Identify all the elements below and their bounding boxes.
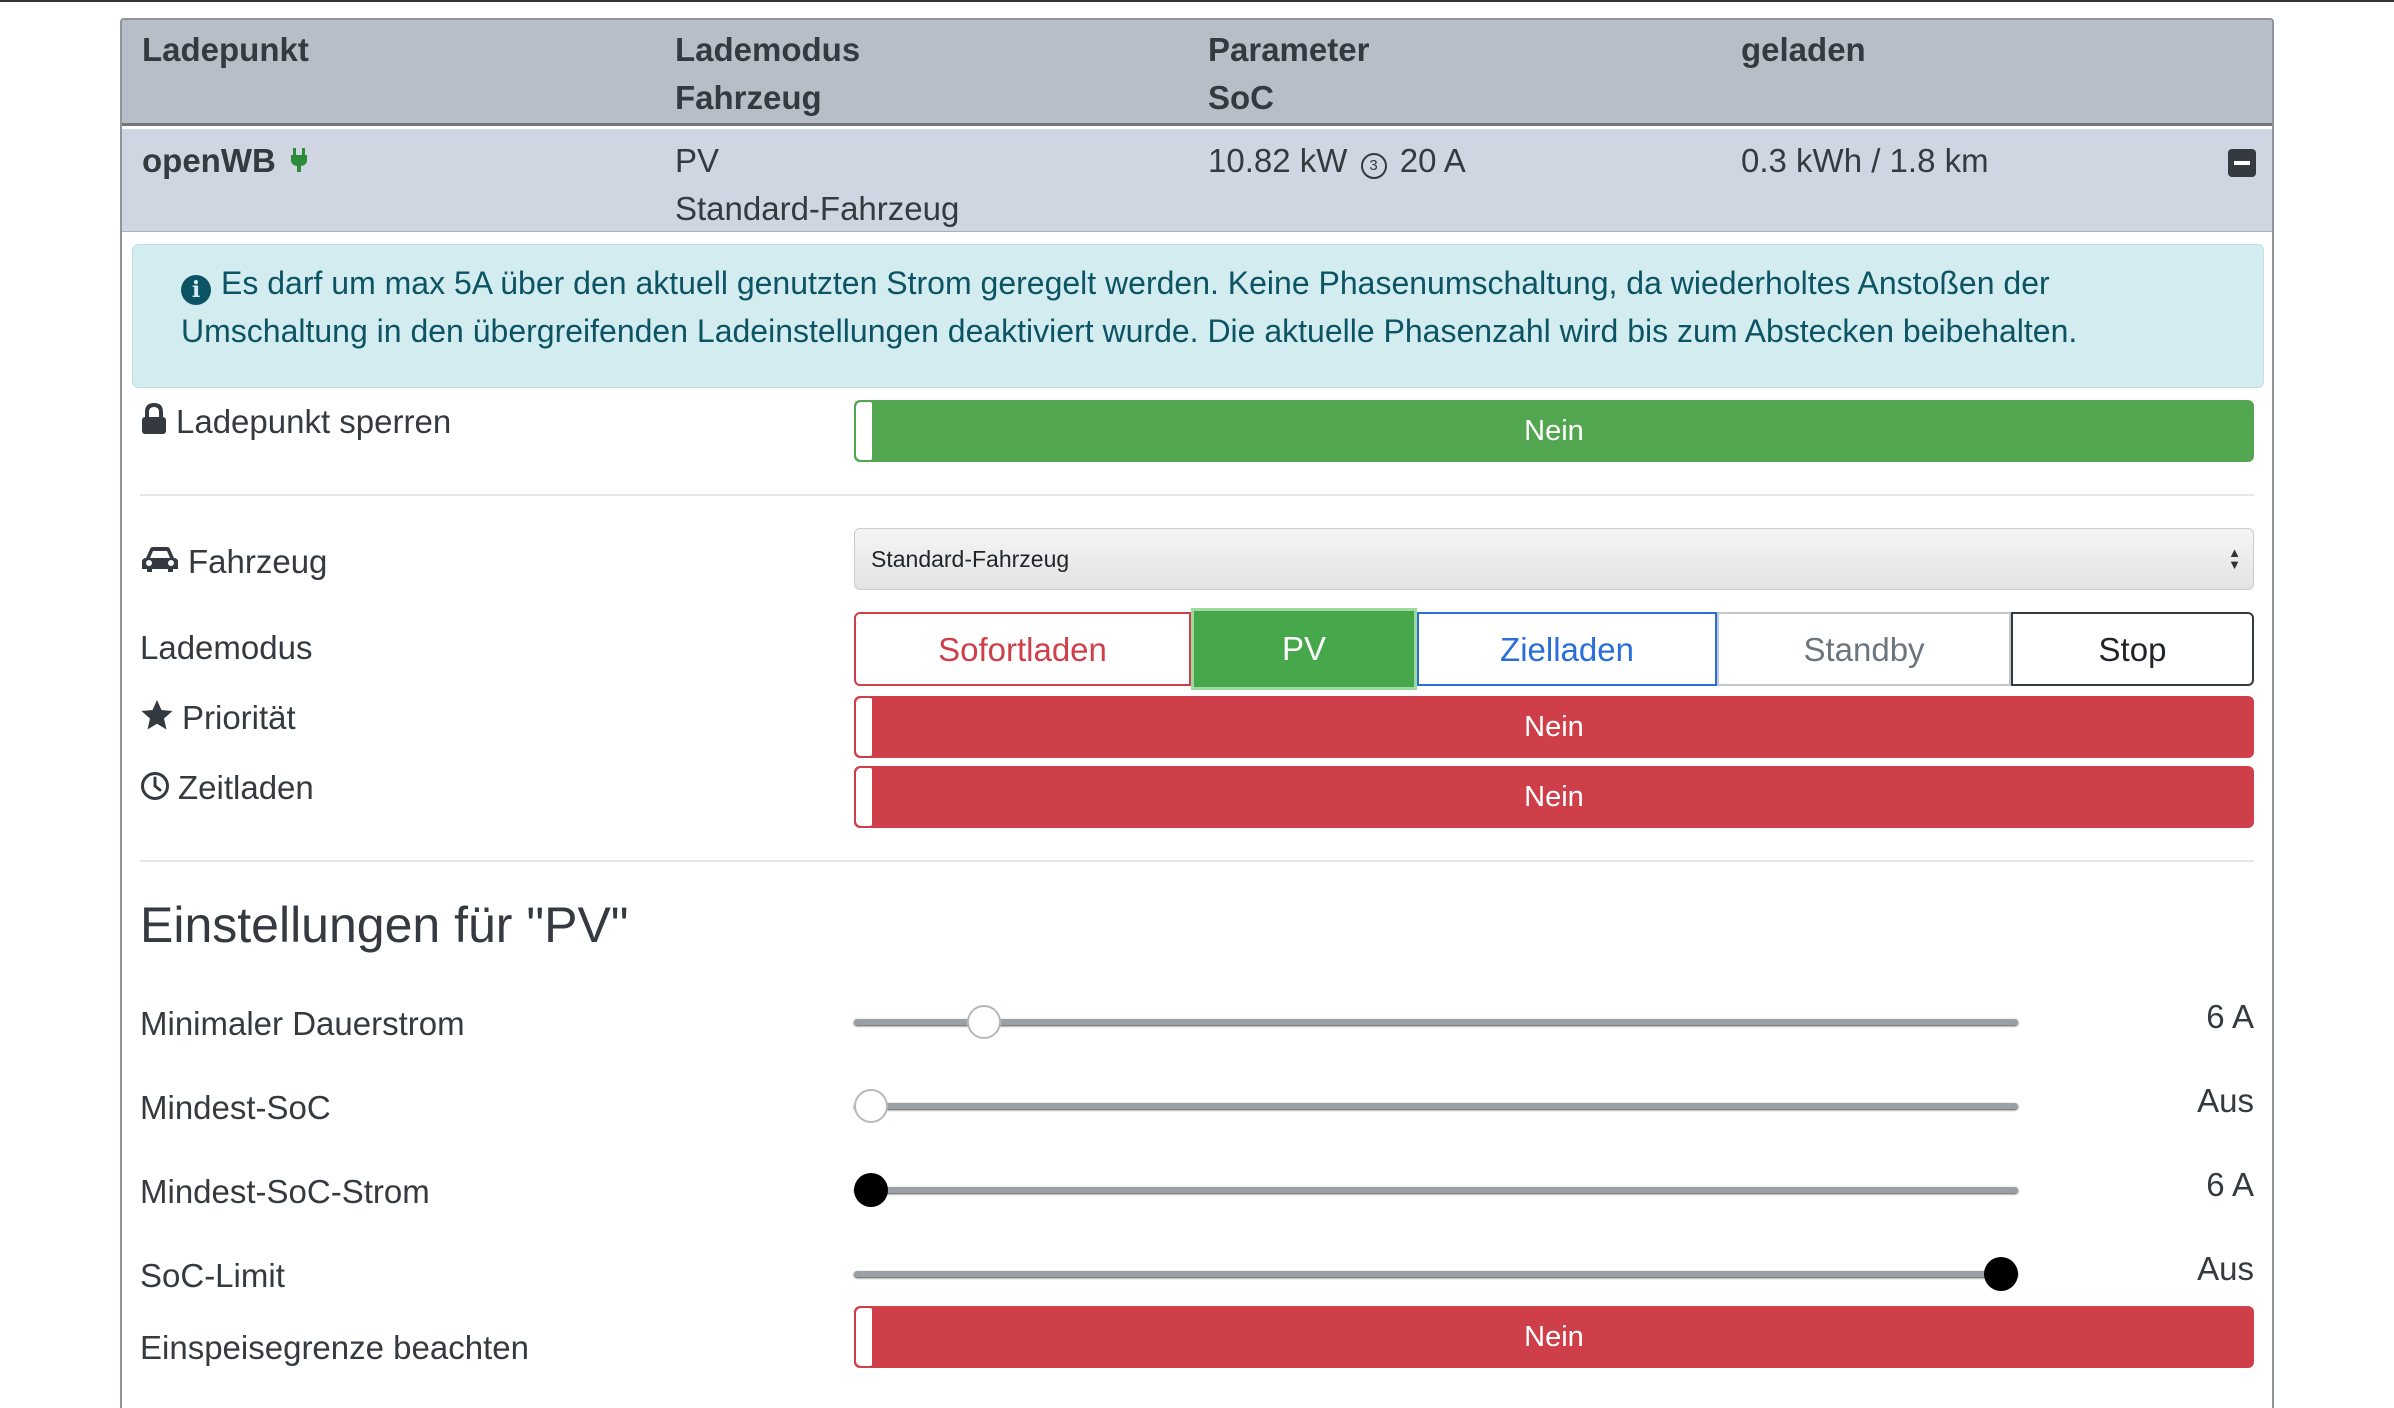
lock-toggle-value: Nein	[1524, 415, 1584, 447]
info-alert-text: Es darf um max 5A über den aktuell genutzten Strom geregelt werden. Keine Phasenumschaltung, da wiederholtes Anstoßen der Umschaltung in den übergreifenden Ladeinstellungen deaktiviert wurde. Die aktuelle Phasenzahl wird bis zum Abstecken beibehalten.	[181, 265, 2078, 349]
clock-icon	[140, 766, 170, 814]
slider-thumb[interactable]	[854, 1089, 888, 1123]
priority-row-label	[140, 694, 296, 744]
slider-label: Minimaler Dauerstrom	[140, 1005, 465, 1042]
header-parameter-label: Parameter	[1208, 31, 1370, 68]
vehicle-label: Fahrzeug	[188, 543, 328, 580]
slider-value: Aus	[2197, 1250, 2254, 1287]
slider-thumb[interactable]	[967, 1005, 1001, 1039]
mode-sofortladen-button[interactable]: Sofortladen	[854, 612, 1191, 686]
window-top-border	[0, 0, 2394, 2]
header-lademodus	[675, 26, 860, 122]
pv-settings-title: Einstellungen für "PV"	[140, 897, 629, 953]
toggle-knob	[856, 768, 872, 826]
slider-thumb[interactable]	[1984, 1257, 2018, 1291]
chargemode-label: Lademodus	[140, 629, 313, 666]
slider-value: 6 A	[2206, 998, 2254, 1035]
plug-icon	[289, 139, 309, 187]
toggle-knob	[856, 402, 872, 460]
mode-stop-button[interactable]: Stop	[2011, 612, 2254, 686]
header-geladen: geladen	[1741, 31, 1866, 68]
chargemode-button-group	[854, 612, 2254, 686]
star-icon	[140, 696, 174, 744]
slider-track[interactable]	[854, 1103, 2018, 1109]
slider-thumb[interactable]	[854, 1173, 888, 1207]
priority-toggle-value: Nein	[1524, 711, 1584, 743]
phases-icon: 3	[1361, 153, 1387, 179]
timecharge-row-label	[140, 764, 314, 814]
row-charged: 0.3 kWh / 1.8 km	[1741, 142, 1989, 179]
table-row[interactable]	[122, 129, 2272, 232]
slider-row-min-current	[122, 994, 2272, 1054]
slider-label: Mindest-SoC-Strom	[140, 1173, 430, 1210]
mode-pv-button[interactable]: PV	[1191, 608, 1417, 690]
slider-track[interactable]	[854, 1271, 2018, 1277]
select-arrows-icon: ▲ ▼	[2228, 545, 2241, 572]
feedin-toggle-value: Nein	[1524, 1321, 1584, 1353]
header-lademodus-label: Lademodus	[675, 31, 861, 68]
priority-toggle[interactable]	[854, 696, 2254, 758]
feedin-toggle[interactable]	[854, 1306, 2254, 1368]
feedin-label: Einspeisegrenze beachten	[140, 1329, 529, 1366]
chargepoint-name: openWB	[142, 142, 276, 179]
vehicle-row-label	[140, 538, 327, 588]
collapse-icon[interactable]	[2228, 149, 2256, 177]
chargepoint-card	[120, 18, 2274, 1408]
priority-label: Priorität	[182, 699, 296, 736]
mode-vehicle-cell	[675, 137, 959, 233]
slider-row-soc-limit	[122, 1246, 2272, 1306]
mode-standby-button[interactable]: Standby	[1717, 612, 2011, 686]
row-vehicle: Standard-Fahrzeug	[675, 190, 960, 227]
row-current: 20 A	[1399, 142, 1466, 179]
lock-icon	[140, 400, 168, 448]
slider-label: SoC-Limit	[140, 1257, 285, 1294]
header-soc-label: SoC	[1208, 79, 1274, 116]
slider-value: 6 A	[2206, 1166, 2254, 1203]
info-icon: i	[181, 275, 211, 305]
lock-label: Ladepunkt sperren	[176, 403, 452, 440]
parameter-cell	[1208, 137, 1466, 185]
slider-track[interactable]	[854, 1187, 2018, 1193]
slider-row-min-soc-current	[122, 1162, 2272, 1222]
table-header	[122, 20, 2272, 126]
vehicle-select[interactable]	[854, 528, 2254, 590]
slider-row-min-soc	[122, 1078, 2272, 1138]
timecharge-label: Zeitladen	[178, 769, 314, 806]
lock-toggle[interactable]	[854, 400, 2254, 462]
car-icon	[140, 540, 180, 588]
row-power: 10.82 kW	[1208, 142, 1348, 179]
header-fahrzeug-label: Fahrzeug	[675, 79, 822, 116]
header-parameter	[1208, 26, 1369, 122]
divider	[140, 860, 2254, 862]
slider-label: Mindest-SoC	[140, 1089, 331, 1126]
toggle-knob	[856, 1308, 872, 1366]
header-ladepunkt: Ladepunkt	[142, 31, 309, 68]
vehicle-select-value: Standard-Fahrzeug	[871, 546, 1070, 572]
divider	[140, 494, 2254, 496]
lock-row-label	[140, 398, 451, 448]
row-mode: PV	[675, 142, 720, 179]
chargepoint-name-cell	[142, 137, 309, 187]
slider-value: Aus	[2197, 1082, 2254, 1119]
info-alert	[132, 244, 2264, 388]
timecharge-toggle-value: Nein	[1524, 781, 1584, 813]
timecharge-toggle[interactable]	[854, 766, 2254, 828]
slider-track[interactable]	[854, 1019, 2018, 1025]
toggle-knob	[856, 698, 872, 756]
mode-zielladen-button[interactable]: Zielladen	[1417, 612, 1717, 686]
